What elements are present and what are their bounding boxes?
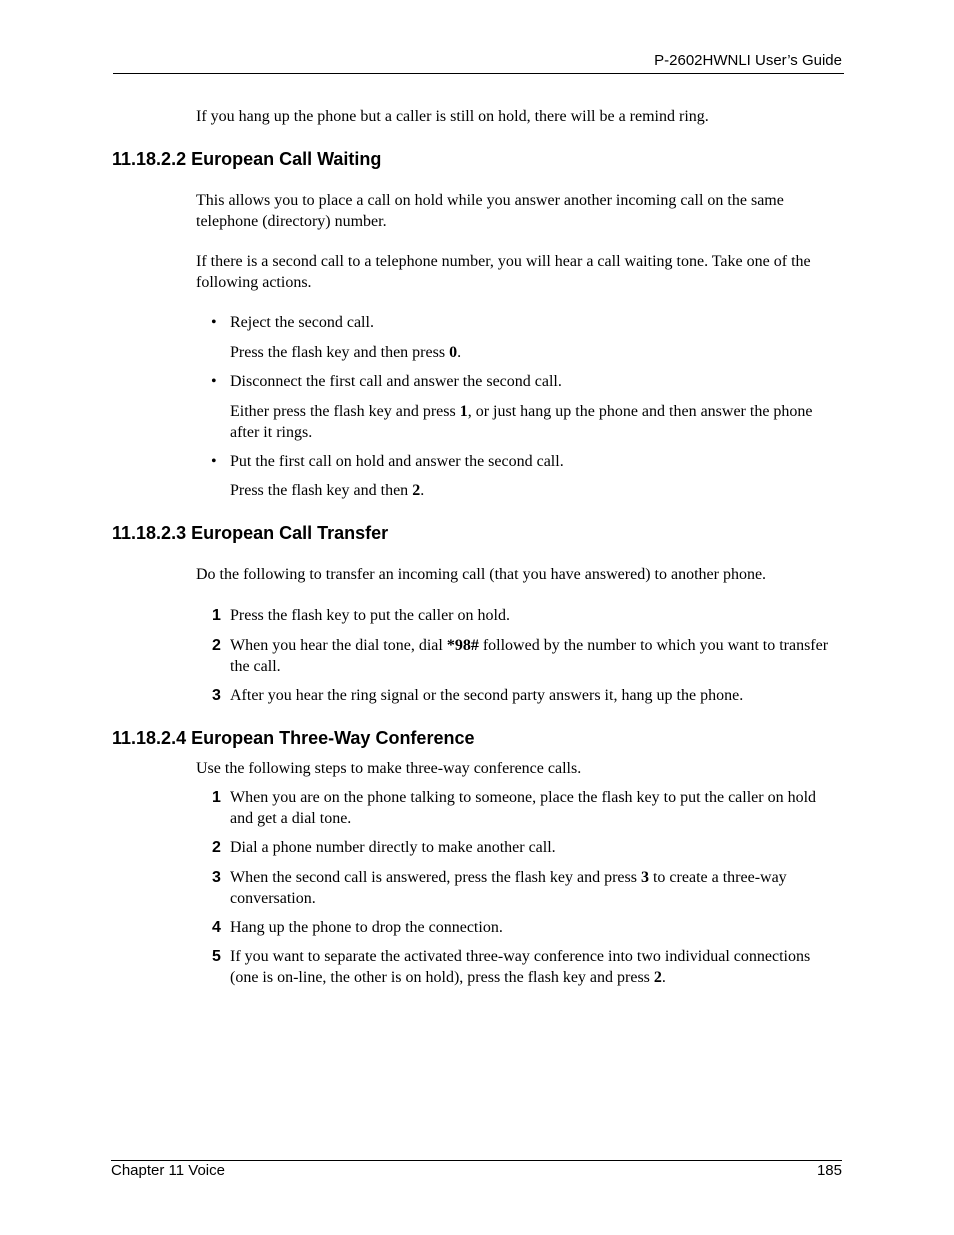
intro-paragraph: If you hang up the phone but a caller is still on hold, there will be a remind ring. bbox=[196, 108, 709, 125]
step-number: 2 bbox=[212, 839, 221, 856]
key-0: 0 bbox=[449, 344, 458, 361]
running-header: P-2602HWNLI User’s Guide bbox=[654, 52, 842, 69]
step-number: 4 bbox=[212, 919, 221, 936]
conference-step-3: When the second call is answered, press the flash key and press 3 to create a three-way conversation. bbox=[230, 869, 787, 907]
bullet-glyph: • bbox=[211, 373, 217, 390]
heading-european-call-transfer: 11.18.2.3 European Call Transfer bbox=[112, 523, 389, 543]
heading-european-call-waiting: 11.18.2.2 European Call Waiting bbox=[112, 149, 382, 169]
bullet-reject: Reject the second call. bbox=[230, 314, 374, 331]
bullet-disconnect-detail: Either press the flash key and press 1, or just hang up the phone and then answer the phone after it rings. bbox=[230, 403, 813, 441]
conference-para: Use the following steps to make three-way conference calls. bbox=[196, 760, 582, 777]
step-number: 3 bbox=[212, 687, 221, 704]
conference-step-5: If you want to separate the activated three-way conference into two individual connections (one is on-line, the other is on hold), press the flash key and press 2. bbox=[230, 948, 811, 986]
call-waiting-para-1: This allows you to place a call on hold while you answer another incoming call on the same telephone (directory) number. bbox=[196, 192, 784, 230]
heading-european-three-way-conference: 11.18.2.4 European Three-Way Conference bbox=[112, 728, 475, 748]
footer-chapter: Chapter 11 Voice bbox=[111, 1162, 225, 1179]
page-number: 185 bbox=[816, 1162, 842, 1179]
step-number: 1 bbox=[212, 789, 221, 806]
transfer-step-1: Press the flash key to put the caller on hold. bbox=[230, 607, 510, 624]
transfer-step-2: When you hear the dial tone, dial *98# followed by the number to which you want to transfer the call. bbox=[230, 637, 829, 675]
step-number: 1 bbox=[212, 607, 221, 624]
call-transfer-para: Do the following to transfer an incoming call (that you have answered) to another phone. bbox=[196, 566, 767, 583]
bullet-disconnect: Disconnect the first call and answer the second call. bbox=[230, 373, 562, 390]
step-number: 2 bbox=[212, 637, 221, 654]
bullet-glyph: • bbox=[211, 314, 217, 331]
key-2: 2 bbox=[412, 482, 421, 499]
bullet-hold: Put the first call on hold and answer the second call. bbox=[230, 453, 564, 470]
conference-step-1: When you are on the phone talking to someone, place the flash key to put the caller on hold and get a dial tone. bbox=[230, 789, 817, 827]
key-2: 2 bbox=[653, 968, 662, 986]
key-1: 1 bbox=[459, 403, 468, 420]
bullet-hold-detail: Press the flash key and then 2. bbox=[230, 482, 425, 499]
call-waiting-para-2: If there is a second call to a telephone number, you will hear a call waiting tone. Take one of the following actions. bbox=[196, 253, 811, 291]
footer-rule bbox=[111, 1160, 842, 1161]
bullet-reject-detail: Press the flash key and then press 0. bbox=[230, 344, 462, 361]
header-rule bbox=[113, 73, 844, 74]
transfer-step-3: After you hear the ring signal or the second party answers it, hang up the phone. bbox=[230, 687, 744, 704]
conference-step-4: Hang up the phone to drop the connection. bbox=[230, 919, 503, 936]
key-3: 3 bbox=[640, 869, 649, 886]
bullet-glyph: • bbox=[211, 453, 217, 470]
dial-code: *98# bbox=[446, 637, 479, 654]
step-number: 3 bbox=[212, 869, 221, 886]
step-number: 5 bbox=[212, 948, 221, 965]
conference-step-2: Dial a phone number directly to make another call. bbox=[230, 839, 556, 856]
